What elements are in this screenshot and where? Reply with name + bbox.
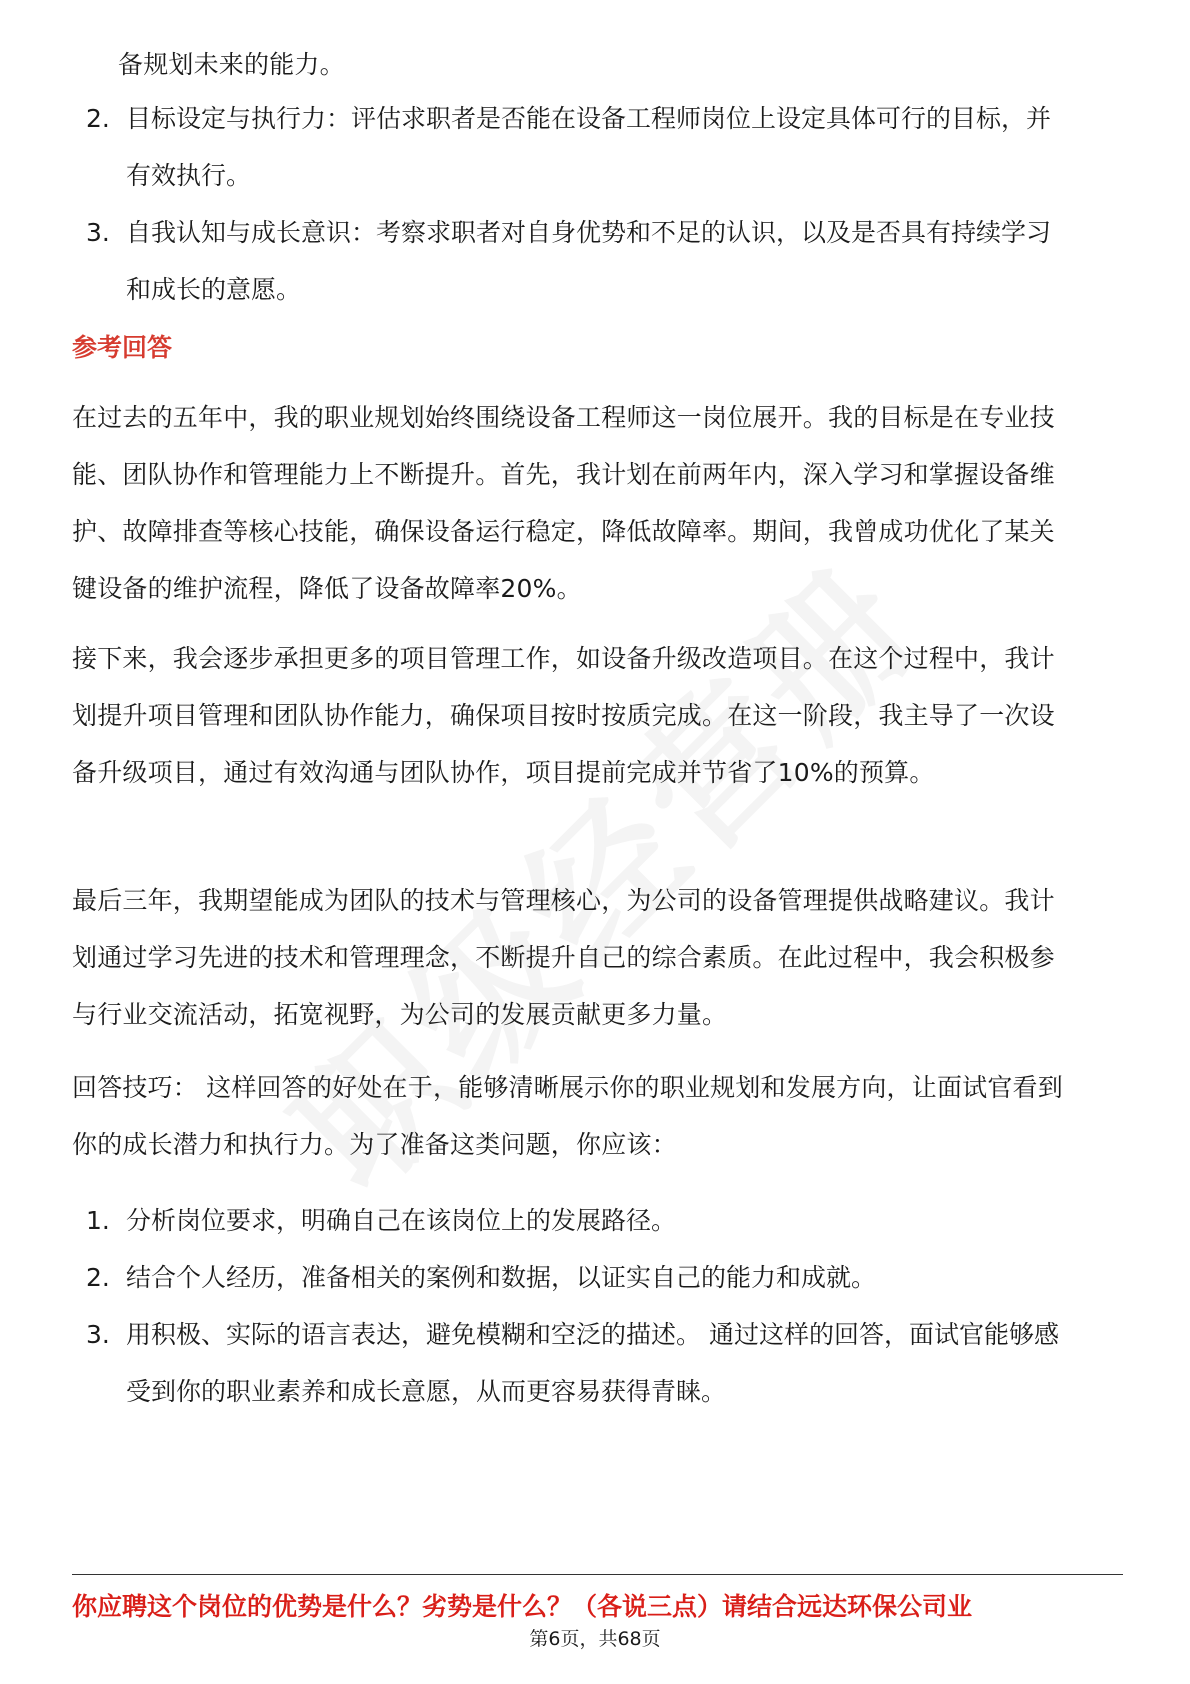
answer-paragraph: 接下来，我会逐步承担更多的项目管理工作，如设备升级改造项目。在这个过程中，我计划提升项目管理和团队协作能力，确保项目按时按质完成。在这一阶段，我主导了一次设备升级项目，通过有效沟通与团队协作，项目提前完成并节省了10%的预算。: [72, 644, 1055, 787]
tips-paragraph: 回答技巧： 这样回答的好处在于，能够清晰展示你的职业规划和发展方向，让面试官看到你的成长潜力和执行力。为了准备这类问题，你应该：: [72, 1073, 1063, 1159]
list-number: 3.: [86, 1320, 110, 1349]
list-item-text: 自我认知与成长意识：考察求职者对自身优势和不足的认识，以及是否具有持续学习和成长的意愿。: [126, 218, 1052, 304]
list-item-text: 目标设定与执行力：评估求职者是否能在设备工程师岗位上设定具体可行的目标，并有效执行。: [126, 104, 1052, 190]
next-question-title: 你应聘这个岗位的优势是什么？劣势是什么？（各说三点）请结合远达环保公司业: [72, 1592, 973, 1621]
answer-paragraph: 最后三年，我期望能成为团队的技术与管理核心，为公司的设备管理提供战略建议。我计划通过学习先进的技术和管理理念，不断提升自己的综合素质。在此过程中，我会积极参与行业交流活动，拓宽视野，为公司的发展贡献更多力量。: [72, 886, 1055, 1029]
list-number: 3.: [86, 218, 110, 247]
tip-item: [72, 1306, 1072, 1420]
list-item-text: 用积极、实际的语言表达，避免模糊和空泛的描述。 通过这样的回答，面试官能够感受到你的职业素养和成长意愿，从而更容易获得青睐。: [126, 1320, 1059, 1406]
tip-item: [72, 1249, 1072, 1306]
evaluation-points-list: [72, 90, 1072, 318]
list-number: 1.: [86, 1206, 110, 1235]
tips-list: [72, 1192, 1072, 1420]
footer-divider: [72, 1574, 1123, 1575]
reference-answer-heading: 参考回答: [72, 333, 173, 362]
list-item-text: 分析岗位要求，明确自己在该岗位上的发展路径。: [126, 1206, 677, 1235]
intro-tail-line: 备规划未来的能力。: [118, 50, 345, 79]
list-number: 2.: [86, 104, 110, 133]
page-number: 第6页，共68页: [529, 1628, 661, 1650]
tip-item: [72, 1192, 1072, 1249]
list-item-text: 结合个人经历，准备相关的案例和数据，以证实自己的能力和成就。: [126, 1263, 877, 1292]
evaluation-point-item: [72, 204, 1072, 318]
answer-paragraph: 在过去的五年中，我的职业规划始终围绕设备工程师这一岗位展开。我的目标是在专业技能、团队协作和管理能力上不断提升。首先，我计划在前两年内，深入学习和掌握设备维护、故障排查等核心技能，确保设备运行稳定，降低故障率。期间，我曾成功优化了某关键设备的维护流程，降低了设备故障率20%。: [72, 403, 1055, 603]
evaluation-point-item: [72, 90, 1072, 204]
list-number: 2.: [86, 1263, 110, 1292]
